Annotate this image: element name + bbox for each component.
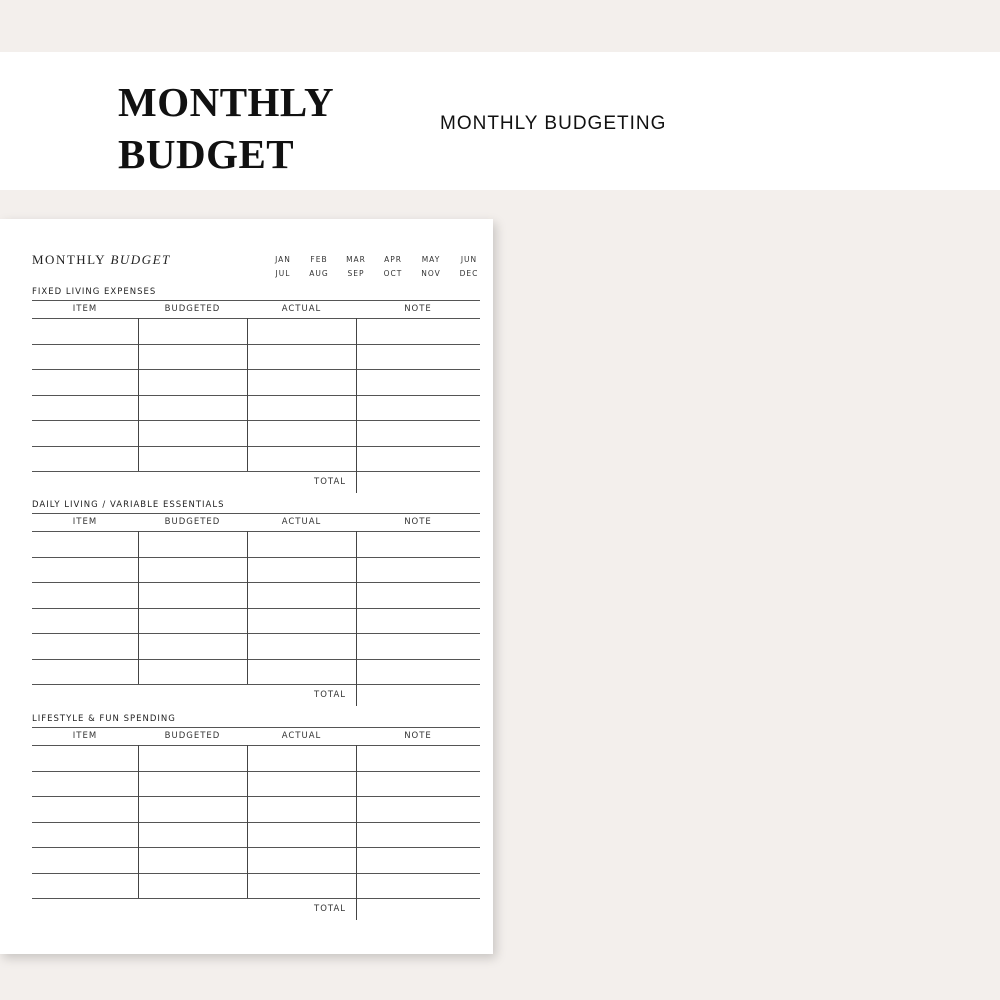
sheet-title	[32, 252, 171, 268]
total-label: TOTAL	[314, 904, 346, 914]
column-header-actual: ACTUAL	[281, 731, 322, 741]
cell-actual[interactable]	[248, 874, 355, 898]
cell-item[interactable]	[33, 609, 137, 633]
column-divider	[356, 531, 357, 684]
column-divider	[138, 745, 139, 898]
column-header-actual: ACTUAL	[281, 304, 322, 314]
cell-item[interactable]	[33, 558, 137, 582]
total-label: TOTAL	[314, 690, 346, 700]
column-header-budgeted: BUDGETED	[164, 517, 221, 527]
total-label: TOTAL	[314, 477, 346, 487]
cell-item[interactable]	[33, 345, 137, 369]
cell-note[interactable]	[357, 345, 479, 369]
section-label: FIXED LIVING EXPENSES	[32, 287, 157, 297]
month-jun[interactable]: JUN	[460, 255, 478, 264]
cell-actual[interactable]	[248, 609, 355, 633]
cell-budgeted[interactable]	[139, 447, 246, 471]
cell-actual[interactable]	[248, 532, 355, 556]
column-header-item: ITEM	[72, 304, 98, 314]
cell-budgeted[interactable]	[139, 421, 246, 445]
cell-item[interactable]	[33, 583, 137, 607]
total-value-cell[interactable]	[358, 899, 478, 919]
month-nov[interactable]: NOV	[421, 269, 441, 278]
cell-note[interactable]	[357, 532, 479, 556]
total-value-cell[interactable]	[358, 472, 478, 492]
cell-actual[interactable]	[248, 447, 355, 471]
cell-note[interactable]	[357, 772, 479, 796]
header-top-line	[32, 727, 480, 728]
month-may[interactable]: MAY	[421, 255, 441, 264]
cell-actual[interactable]	[248, 396, 355, 420]
cell-actual[interactable]	[248, 660, 355, 684]
banner-title-line-2: BUDGET	[118, 131, 295, 177]
cell-actual[interactable]	[248, 345, 355, 369]
column-header-actual: ACTUAL	[281, 517, 322, 527]
column-header-item: ITEM	[72, 731, 98, 741]
cell-actual[interactable]	[248, 558, 355, 582]
cell-note[interactable]	[357, 319, 479, 343]
column-header-note: NOTE	[404, 304, 432, 314]
total-value-cell[interactable]	[358, 685, 478, 705]
month-apr[interactable]: APR	[384, 255, 402, 264]
cell-note[interactable]	[357, 370, 479, 394]
total-divider	[356, 684, 357, 706]
cell-actual[interactable]	[248, 583, 355, 607]
cell-item[interactable]	[33, 660, 137, 684]
cell-item[interactable]	[33, 746, 137, 770]
cell-note[interactable]	[357, 746, 479, 770]
month-sep[interactable]: SEP	[347, 269, 365, 278]
cell-budgeted[interactable]	[139, 823, 246, 847]
month-dec[interactable]: DEC	[459, 269, 479, 278]
month-oct[interactable]: OCT	[383, 269, 403, 278]
header-top-line	[32, 513, 480, 514]
cell-note[interactable]	[357, 558, 479, 582]
cell-budgeted[interactable]	[139, 746, 246, 770]
column-divider	[356, 745, 357, 898]
cell-note[interactable]	[357, 421, 479, 445]
column-divider	[247, 318, 248, 471]
cell-note[interactable]	[357, 447, 479, 471]
cell-budgeted[interactable]	[139, 660, 246, 684]
month-jan[interactable]: JAN	[275, 255, 291, 264]
cell-budgeted[interactable]	[139, 797, 246, 821]
cell-actual[interactable]	[248, 370, 355, 394]
cell-actual[interactable]	[248, 746, 355, 770]
banner-title-line-1: MONTHLY	[118, 79, 335, 125]
cell-actual[interactable]	[248, 772, 355, 796]
cell-actual[interactable]	[248, 421, 355, 445]
cell-note[interactable]	[357, 609, 479, 633]
column-header-budgeted: BUDGETED	[164, 304, 221, 314]
cell-budgeted[interactable]	[139, 370, 246, 394]
cell-item[interactable]	[33, 421, 137, 445]
column-divider	[138, 531, 139, 684]
banner-title	[118, 76, 334, 180]
cell-item[interactable]	[33, 370, 137, 394]
cell-actual[interactable]	[248, 319, 355, 343]
total-divider	[356, 898, 357, 920]
cell-budgeted[interactable]	[139, 609, 246, 633]
cell-note[interactable]	[357, 660, 479, 684]
banner-subtitle: MONTHLY BUDGETING	[440, 113, 667, 134]
month-feb[interactable]: FEB	[310, 255, 328, 264]
cell-budgeted[interactable]	[139, 345, 246, 369]
cell-item[interactable]	[33, 874, 137, 898]
cell-item[interactable]	[33, 634, 137, 658]
column-header-item: ITEM	[72, 517, 98, 527]
cell-budgeted[interactable]	[139, 319, 246, 343]
cell-actual[interactable]	[248, 823, 355, 847]
header-top-line	[32, 300, 480, 301]
cell-budgeted[interactable]	[139, 583, 246, 607]
cell-note[interactable]	[357, 823, 479, 847]
cell-note[interactable]	[357, 396, 479, 420]
cell-budgeted[interactable]	[139, 558, 246, 582]
cell-item[interactable]	[33, 532, 137, 556]
cell-item[interactable]	[33, 396, 137, 420]
cell-item[interactable]	[33, 319, 137, 343]
column-divider	[356, 318, 357, 471]
cell-budgeted[interactable]	[139, 396, 246, 420]
cell-item[interactable]	[33, 848, 137, 872]
sheet-title-plain: MONTHLY	[32, 252, 111, 267]
sheet-title-italic: BUDGET	[110, 252, 171, 267]
cell-item[interactable]	[33, 772, 137, 796]
cell-actual[interactable]	[248, 797, 355, 821]
cell-item[interactable]	[33, 447, 137, 471]
cell-actual[interactable]	[248, 634, 355, 658]
column-header-note: NOTE	[404, 731, 432, 741]
section-label: DAILY LIVING / VARIABLE ESSENTIALS	[32, 500, 225, 510]
section-label: LIFESTYLE & FUN SPENDING	[32, 714, 176, 724]
cell-actual[interactable]	[248, 848, 355, 872]
total-divider	[356, 471, 357, 493]
month-mar[interactable]: MAR	[346, 255, 366, 264]
cell-budgeted[interactable]	[139, 532, 246, 556]
month-jul[interactable]: JUL	[275, 269, 291, 278]
cell-note[interactable]	[357, 634, 479, 658]
cell-note[interactable]	[357, 797, 479, 821]
cell-item[interactable]	[33, 797, 137, 821]
cell-item[interactable]	[33, 823, 137, 847]
column-header-budgeted: BUDGETED	[164, 731, 221, 741]
cell-note[interactable]	[357, 848, 479, 872]
cell-note[interactable]	[357, 874, 479, 898]
column-divider	[247, 531, 248, 684]
month-aug[interactable]: AUG	[309, 269, 329, 278]
column-divider	[138, 318, 139, 471]
column-header-note: NOTE	[404, 517, 432, 527]
cell-note[interactable]	[357, 583, 479, 607]
cell-budgeted[interactable]	[139, 874, 246, 898]
cell-budgeted[interactable]	[139, 772, 246, 796]
column-divider	[247, 745, 248, 898]
cell-budgeted[interactable]	[139, 634, 246, 658]
cell-budgeted[interactable]	[139, 848, 246, 872]
